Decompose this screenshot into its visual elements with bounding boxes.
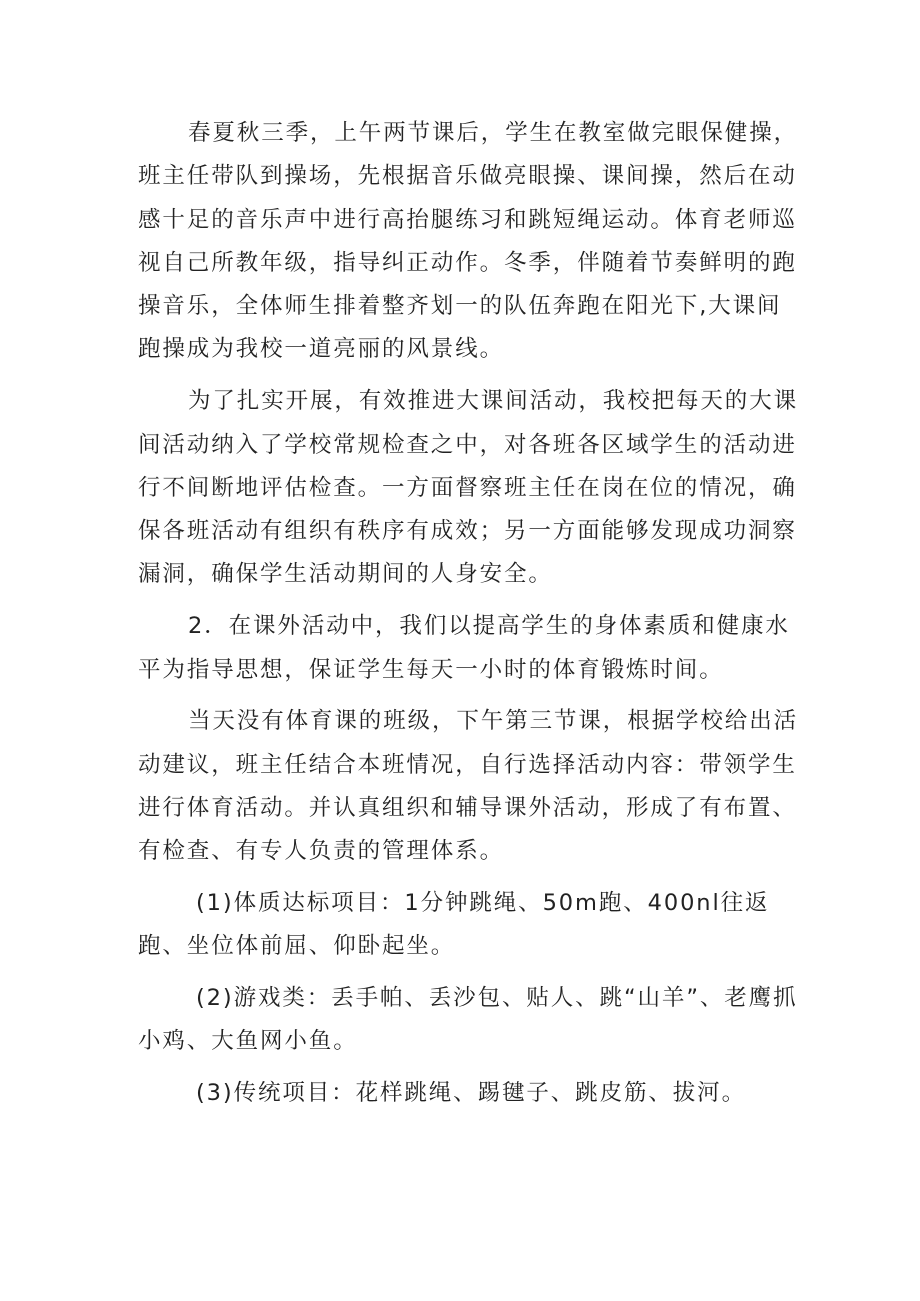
paragraph-inspection: 为了扎实开展，有效推进大课间活动，我校把每天的大课间活动纳入了学校常规检查之中，对各班各区域学生的活动进行不间断地评估检查。一方面督察班主任在岗在位的情况，确保各班活动有组织有秩序有成效；另一方面能够发现成功洞察漏洞，确保学生活动期间的人身安全。	[138, 388, 799, 588]
paragraph-morning-exercise: 春夏秋三季，上午两节课后，学生在教室做完眼保健操，班主任带队到操场，先根据音乐做亮眼操、课间操，然后在动感十足的音乐声中进行高抬腿练习和跳短绳运动。体育老师巡视自己所教年级，指导纠正动作。冬季，伴随着节奏鲜明的跑操音乐，全体师生排着整齐划一的队伍奔跑在阳光下,大课间跑操成为我校一道亮丽的风景线。	[138, 120, 799, 363]
paragraph-class-activities: 当天没有体育课的班级，下午第三节课，根据学校给出活动建议，班主任结合本班情况，自行选择活动内容：带领学生进行体育活动。并认真组织和辅导课外活动，形成了有布置、有检查、有专人负责的管理体系。	[138, 708, 799, 865]
document-body	[138, 112, 798, 1124]
list-item-games: (2)游戏类：丢手帕、丢沙包、贴人、跳“山羊”、老鹰抓小鸡、大鱼网小鱼。	[138, 985, 798, 1055]
list-item-fitness: (1)体质达标项目：1分钟跳绳、50m跑、400nl往返跑、坐位体前屈、仰卧起坐。	[138, 890, 770, 960]
list-item-traditional: (3)传统项目：花样跳绳、踢毽子、跳皮筋、拔河。	[196, 1080, 746, 1107]
paragraph-extracurricular: 2．在课外活动中，我们以提高学生的身体素质和健康水平为指导思想，保证学生每天一小时的体育锻炼时间。	[138, 613, 790, 683]
